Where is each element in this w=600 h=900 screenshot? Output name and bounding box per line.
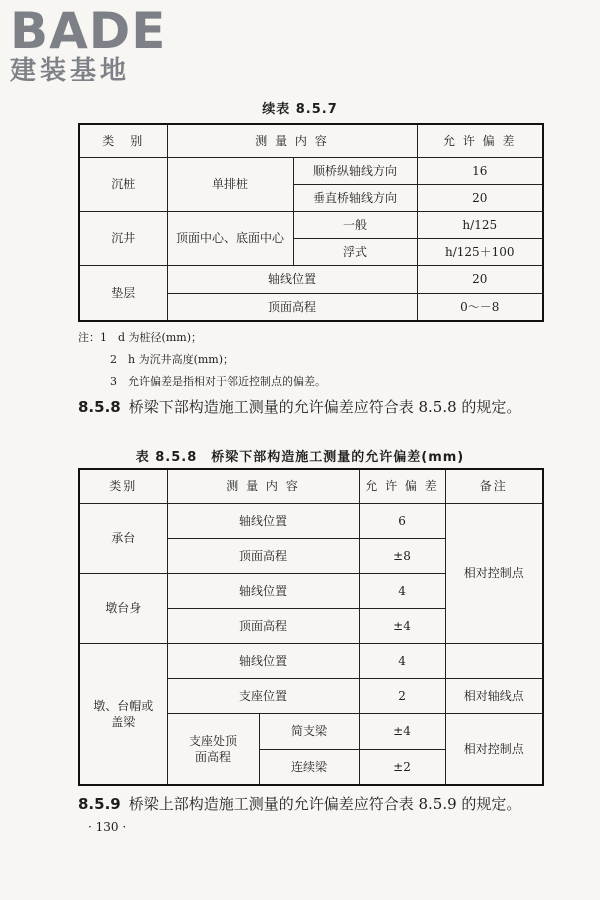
cell-category: 沉桩 — [79, 157, 167, 211]
clause-8-5-9 — [78, 792, 548, 816]
cell-content: 顶面高程 — [167, 608, 359, 643]
bade-logo — [10, 2, 180, 86]
page-number: · 130 · — [88, 820, 127, 834]
cell-remark: 相对控制点 — [445, 713, 543, 785]
cell-value: ±2 — [359, 749, 445, 785]
table-8-5-7 — [78, 123, 544, 322]
cell-subcontent: 顺桥纵轴线方向 — [293, 157, 417, 184]
cell-content: 支座位置 — [167, 678, 359, 713]
table-row — [79, 503, 543, 538]
cell-content: 支座处顶面高程 — [167, 713, 259, 785]
table-header-row — [79, 124, 543, 157]
cell-category: 沉井 — [79, 211, 167, 265]
cell-subcontent: 垂直桥轴线方向 — [293, 184, 417, 211]
cell-category: 垫层 — [79, 265, 167, 321]
clause-text: 桥梁上部构造施工测量的允许偏差应符合表 8.5.9 的规定。 — [128, 795, 522, 813]
cell-content: 轴线位置 — [167, 643, 359, 678]
header-category: 类 别 — [79, 124, 167, 157]
cell-value: h/125＋100 — [417, 238, 543, 265]
cell-subcontent: 一般 — [293, 211, 417, 238]
cell-remark: 相对控制点 — [445, 503, 543, 643]
cell-value: 4 — [359, 643, 445, 678]
cell-value: 16 — [417, 157, 543, 184]
clause-8-5-8 — [78, 395, 548, 419]
table-notes — [78, 327, 326, 393]
cell-value: 20 — [417, 265, 543, 293]
logo-brand: BADE — [10, 2, 167, 60]
cell-value: h/125 — [417, 211, 543, 238]
cell-content: 顶面中心、底面中心 — [167, 211, 293, 265]
cell-subcontent: 简支梁 — [259, 713, 359, 749]
cell-value: 6 — [359, 503, 445, 538]
cell-value: 2 — [359, 678, 445, 713]
cell-category: 墩、台帽或盖梁 — [79, 643, 167, 785]
note-1: 注：1 d 为桩径(mm)； — [78, 331, 202, 344]
cell-category: 墩台身 — [79, 573, 167, 643]
cell-content: 轴线位置 — [167, 265, 417, 293]
cell-content: 轴线位置 — [167, 573, 359, 608]
cell-value: ±4 — [359, 608, 445, 643]
table-8-5-8 — [78, 468, 544, 786]
cell-category: 承台 — [79, 503, 167, 573]
cell-content: 顶面高程 — [167, 538, 359, 573]
table-row — [79, 157, 543, 184]
cell-subcontent: 连续梁 — [259, 749, 359, 785]
cell-subcontent: 浮式 — [293, 238, 417, 265]
table-row — [79, 211, 543, 238]
cell-value: 4 — [359, 573, 445, 608]
header-tolerance: 允 许 偏 差 — [417, 124, 543, 157]
note-2: 2 h 为沉井高度(mm)； — [110, 353, 235, 366]
cell-content: 单排桩 — [167, 157, 293, 211]
cell-content: 顶面高程 — [167, 293, 417, 321]
header-content: 测 量 内 容 — [167, 469, 359, 503]
table-row — [79, 643, 543, 678]
cell-value: 20 — [417, 184, 543, 211]
note-3: 3 允许偏差是指相对于邻近控制点的偏差。 — [110, 375, 326, 388]
logo-subtitle: 建装基地 — [10, 56, 131, 86]
table-header-row — [79, 469, 543, 503]
cell-value: ±8 — [359, 538, 445, 573]
header-content: 测 量 内 容 — [167, 124, 417, 157]
header-category: 类别 — [79, 469, 167, 503]
table1-caption: 续表 8.5.7 — [262, 102, 338, 117]
cell-remark-empty — [445, 643, 543, 678]
clause-number: 8.5.9 — [78, 795, 121, 813]
cell-value: ±4 — [359, 713, 445, 749]
table-row — [79, 265, 543, 293]
table2-caption: 表 8.5.8 桥梁下部构造施工测量的允许偏差(mm) — [135, 450, 465, 465]
cell-remark: 相对轴线点 — [445, 678, 543, 713]
cell-value: 0～－8 — [417, 293, 543, 321]
cell-content: 轴线位置 — [167, 503, 359, 538]
clause-text: 桥梁下部构造施工测量的允许偏差应符合表 8.5.8 的规定。 — [128, 398, 522, 416]
header-remark: 备注 — [445, 469, 543, 503]
header-tolerance: 允 许 偏 差 — [359, 469, 445, 503]
clause-number: 8.5.8 — [78, 398, 121, 416]
